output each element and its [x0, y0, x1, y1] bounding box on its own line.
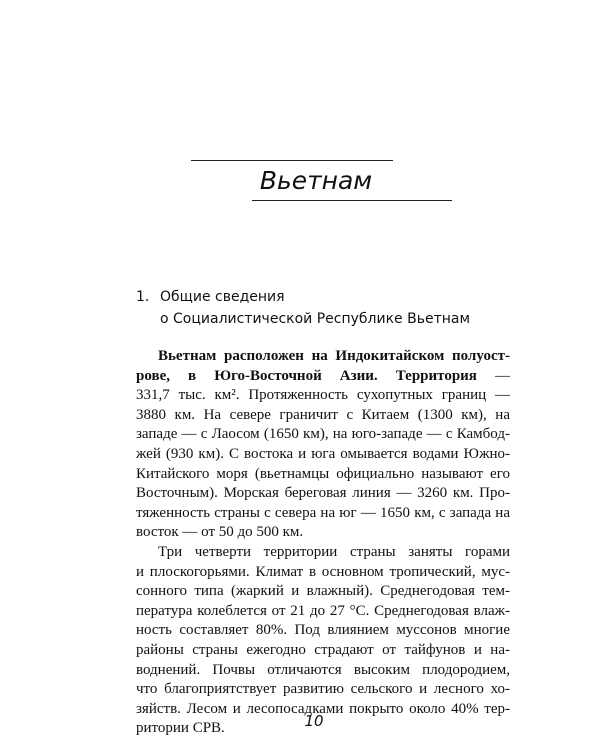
- text-line: западе — с Лаосом (1650 км), на юго-западе — с Камбод-: [136, 426, 510, 443]
- text-line: пература колеблется от 21 до 27 °С. Среднегодовая влаж-: [136, 602, 510, 619]
- text-line: 3880 км. На севере граничит с Китаем (1300 км), на: [136, 406, 510, 423]
- text-line: воднений. Почвы отличаются высоким плодородием,: [136, 661, 510, 678]
- text-line: ритории СРВ.: [136, 720, 225, 737]
- text-line: 331,7 тыс. км². Протяженность сухопутных границ —: [136, 387, 510, 404]
- chapter-title: Вьетнам: [259, 166, 373, 195]
- paragraph-2: [136, 543, 510, 739]
- text-line: зяйств. Лесом и лесопосадками покрыто около 40% тер-: [136, 700, 510, 717]
- section-heading-line-1: [136, 286, 470, 308]
- text-line: жей (930 км). С востока и юга омывается водами Южно-: [136, 445, 510, 462]
- text-line: ность составляет 80%. Под влиянием муссонов многие: [136, 622, 510, 639]
- text-line: восток — от 50 до 500 км.: [136, 524, 304, 541]
- page-number: 10: [304, 712, 324, 730]
- text-line: Восточным). Морская береговая линия — 3260 км. Про-: [136, 485, 510, 502]
- body-text: [136, 347, 510, 739]
- section-title-line-2: о Социалистической Республике Вьетнам: [160, 311, 471, 327]
- text-line: Китайского моря (вьетнамцы официально называют его: [136, 465, 510, 482]
- title-rule-bottom: [252, 200, 452, 201]
- dash-text: —: [476, 367, 510, 384]
- text-line: [136, 367, 510, 387]
- text-line: тяженность страны с севера на юг — 1650 км, с запада на: [136, 504, 510, 521]
- section-title-line-1: Общие сведения: [160, 289, 285, 305]
- section-number: 1.: [136, 289, 150, 305]
- text-line: что благоприятствует развитию сельского и лесного хо-: [136, 681, 510, 698]
- text-line: Три четверти территории страны заняты горами: [158, 543, 510, 560]
- text-line: районы страны ежегодно страдают от тайфунов и на-: [136, 641, 510, 658]
- text-line: сонного типа (жаркий и влажный). Среднегодовая тем-: [136, 583, 510, 600]
- paragraph-1: [136, 347, 510, 543]
- text-line: [136, 347, 510, 367]
- title-rule-top: [191, 160, 393, 161]
- text-line: и плоскогорьями. Климат в основном тропический, мус-: [136, 563, 510, 580]
- bold-lead-text: Вьетнам расположен на Индокитайском полуост-: [158, 348, 510, 364]
- section-heading: [136, 286, 470, 330]
- bold-lead-text: рове, в Юго-Восточной Азии. Территория: [136, 367, 477, 384]
